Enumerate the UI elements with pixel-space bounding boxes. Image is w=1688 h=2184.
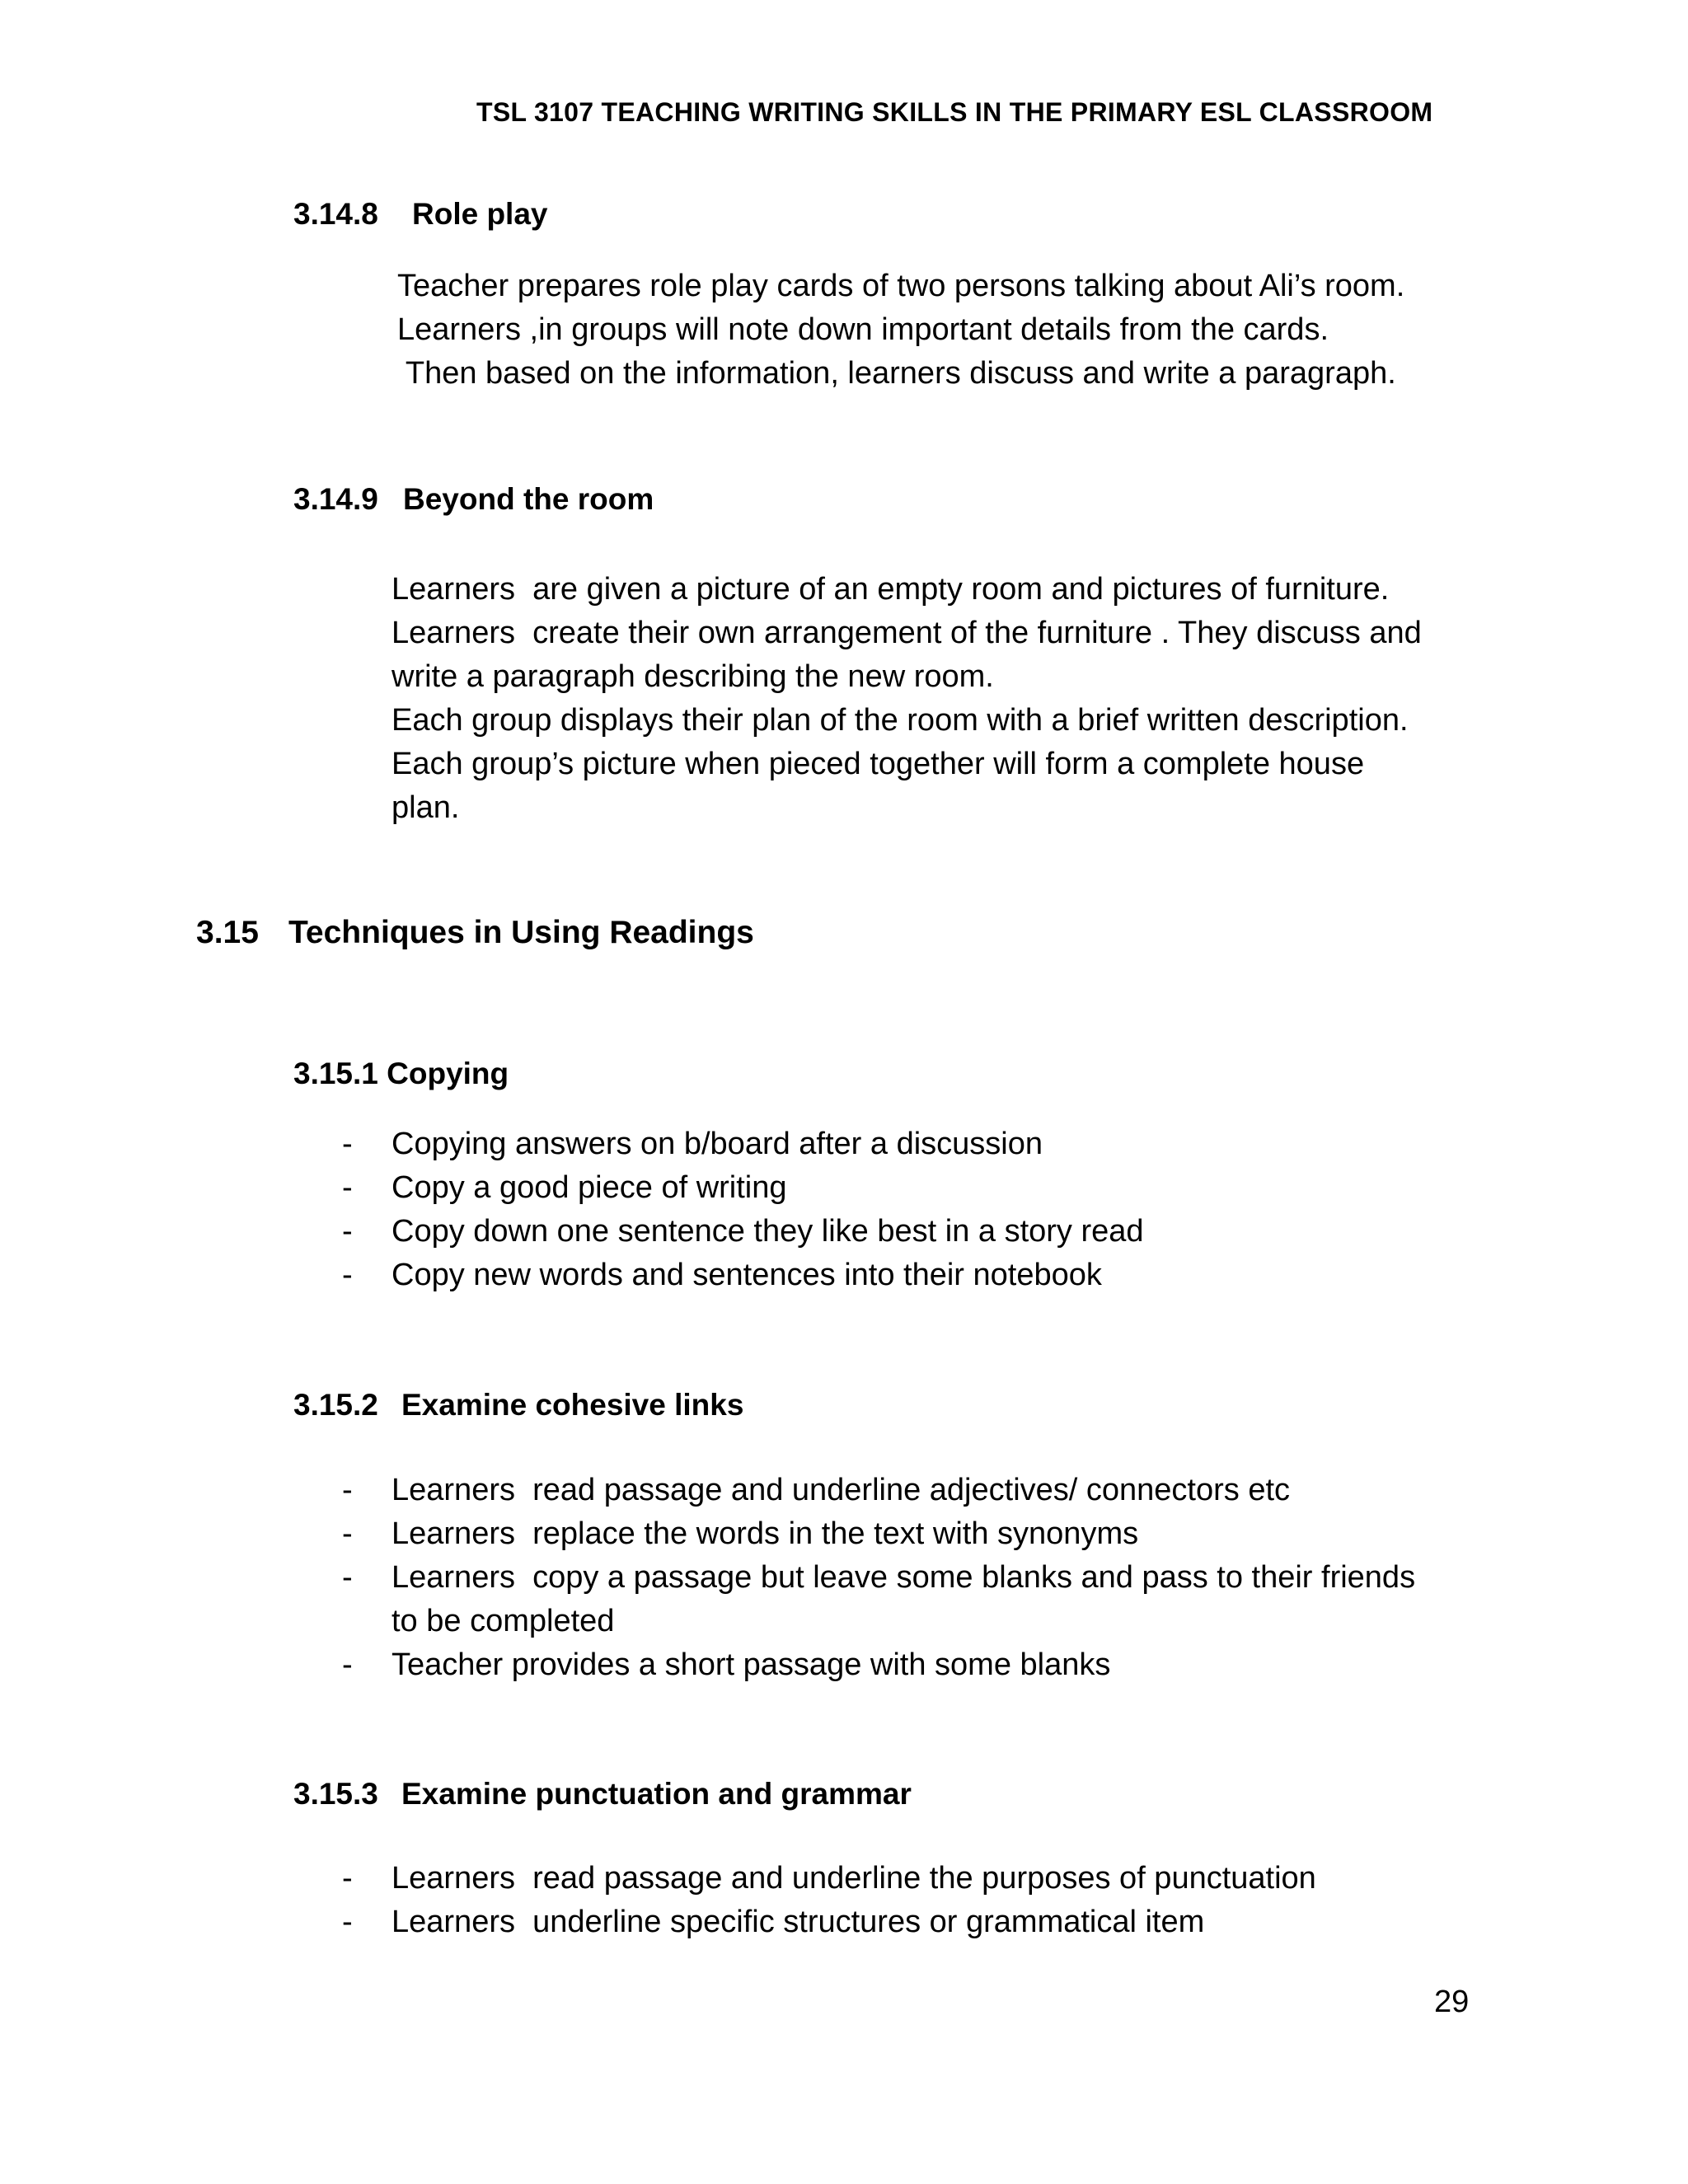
bullet-dash: - (342, 1127, 353, 1161)
beyond-room-paragraph (392, 568, 1422, 830)
list-item: - Learners underline specific structures or grammatical item (392, 1900, 1204, 1944)
paragraph-line: write a paragraph describing the new room. (392, 659, 994, 694)
list-item: - Copying answers on b/board after a discussion (392, 1122, 1043, 1166)
bullet-dash: - (342, 1647, 353, 1682)
list-item: - Learners read passage and underline adjectives/ connectors etc (392, 1469, 1290, 1512)
role-play-paragraph (397, 265, 1404, 396)
bullet-dash: - (342, 1516, 353, 1551)
heading-3-14-8-title: Role play (412, 197, 548, 231)
paragraph-line: Each group’s picture when pieced together will form a complete house (392, 747, 1365, 781)
heading-3-14-9-title: Beyond the room (403, 482, 654, 516)
heading-3-14-8-number: 3.14.8 (293, 197, 378, 231)
heading-3-15-1: 3.15.1 Copying (293, 1057, 509, 1090)
list-item: - Copy a good piece of writing (392, 1166, 787, 1210)
list-item: - Teacher provides a short passage with some blanks (392, 1643, 1110, 1687)
bullet-dash: - (342, 1560, 353, 1595)
heading-3-15-3-number: 3.15.3 (293, 1777, 378, 1811)
bullet-dash: - (342, 1214, 353, 1249)
heading-3-15-title: Techniques in Using Readings (288, 915, 754, 950)
list-item: - Copy new words and sentences into their notebook (392, 1254, 1102, 1297)
list-item: - Learners read passage and underline the purposes of punctuation (392, 1857, 1316, 1900)
page-number: 29 (1434, 1985, 1470, 2019)
list-item: - Learners replace the words in the text with synonyms (392, 1512, 1138, 1556)
bullet-dash: - (342, 1905, 353, 1939)
list-item: - Learners copy a passage but leave some blanks and pass to their friends to be completed (392, 1556, 1415, 1643)
heading-3-15-number: 3.15 (196, 915, 259, 950)
paragraph-line: Teacher prepares role play cards of two persons talking about Ali’s room. (397, 269, 1405, 303)
paragraph-line: Each group displays their plan of the room with a brief written description. (392, 703, 1409, 738)
heading-3-15-2-title: Examine cohesive links (401, 1388, 744, 1422)
heading-3-15-3-title: Examine punctuation and grammar (401, 1777, 912, 1811)
bullet-dash: - (342, 1473, 353, 1507)
running-header: TSL 3107 TEACHING WRITING SKILLS IN THE PRIMARY ESL CLASSROOM (476, 97, 1433, 127)
heading-3-14-9-number: 3.14.9 (293, 482, 378, 516)
paragraph-line: plan. (392, 790, 460, 825)
paragraph-line: Learners ,in groups will note down important details from the cards. (397, 312, 1329, 347)
paragraph-line: Learners are given a picture of an empty room and pictures of furniture. (392, 572, 1390, 607)
bullet-dash: - (342, 1861, 353, 1896)
bullet-dash: - (342, 1170, 353, 1205)
list-item: - Copy down one sentence they like best in a story read (392, 1210, 1144, 1254)
paragraph-line: Learners create their own arrangement of the furniture . They discuss and (392, 616, 1422, 650)
paragraph-line: Then based on the information, learners discuss and write a paragraph. (397, 356, 1396, 391)
bullet-dash: - (342, 1258, 353, 1292)
heading-3-15-2-number: 3.15.2 (293, 1388, 378, 1422)
